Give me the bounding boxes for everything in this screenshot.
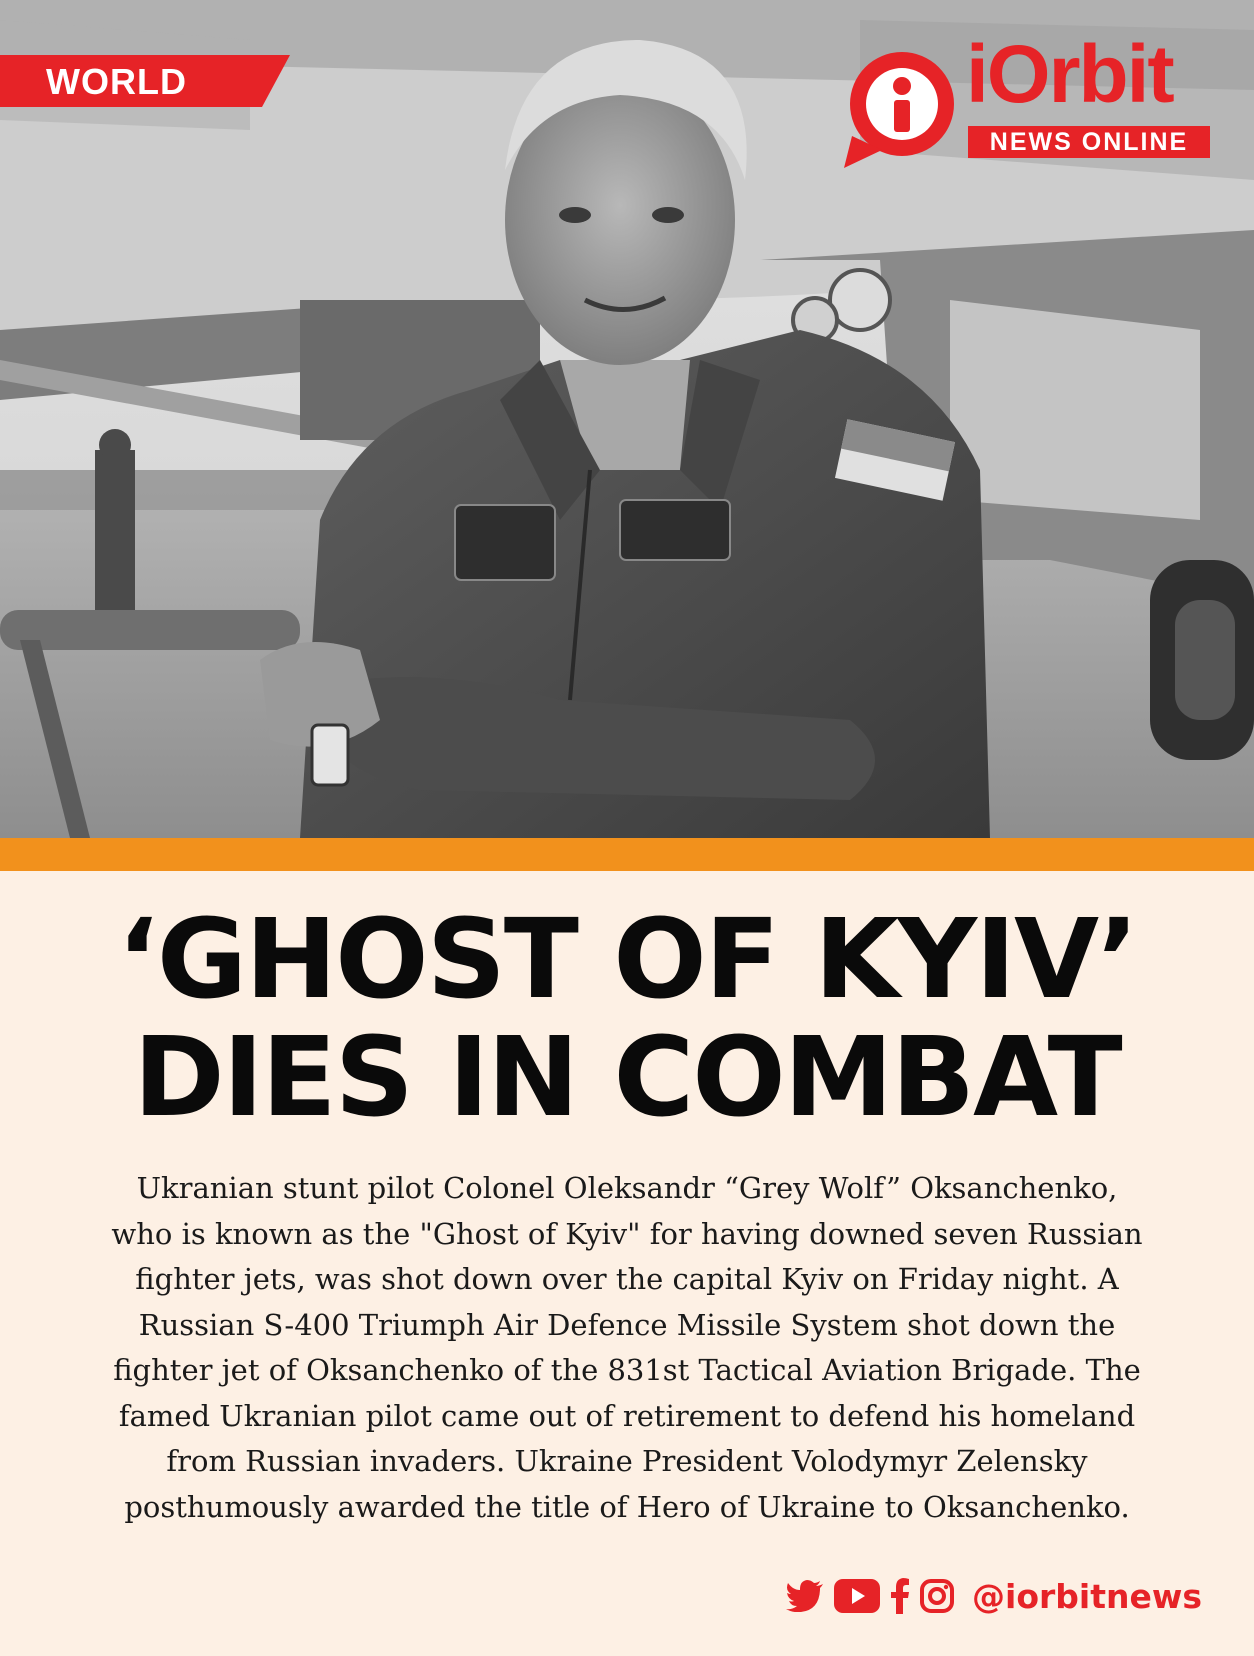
body-line: famed Ukranian pilot came out of retirement to defend his homeland [118, 1398, 1136, 1433]
accent-divider-bar [0, 838, 1254, 871]
brand-tagline: NEWS ONLINE [968, 126, 1210, 158]
twitter-icon[interactable] [786, 1580, 824, 1612]
body-line: Russian S-400 Triumph Air Defence Missile System shot down the [138, 1307, 1116, 1342]
body-line: fighter jet of Oksanchenko of the 831st Tactical Aviation Brigade. The [113, 1353, 1141, 1387]
headline [0, 895, 1254, 1141]
social-handle[interactable]: @iorbitnews [972, 1576, 1202, 1616]
body-line: posthumously awarded the title of Hero of Ukraine to Oksanchenko. [124, 1489, 1130, 1524]
category-tag [0, 55, 290, 107]
body-line: from Russian invaders. Ukraine President Volodymyr Zelensky [166, 1444, 1088, 1478]
youtube-icon[interactable] [834, 1579, 880, 1613]
headline-line-1: ‘GHOST OF KYIV’ [117, 895, 1137, 1023]
facebook-icon[interactable] [890, 1578, 910, 1614]
headline-line-2: DIES IN COMBAT [133, 1013, 1121, 1141]
body-line: fighter jets, was shot down over the capital Kyiv on Friday night. A [135, 1262, 1119, 1296]
instagram-icon[interactable] [920, 1579, 954, 1613]
body-line: Ukranian stunt pilot Colonel Oleksandr “Grey Wolf” Oksanchenko, [136, 1171, 1118, 1205]
article-body [50, 1166, 1204, 1530]
logo-speech-bubble-icon [838, 48, 966, 168]
social-links [786, 1574, 1202, 1618]
body-line: who is known as the "Ghost of Kyiv" for having downed seven Russian [111, 1216, 1143, 1251]
category-tag-label: WORLD [46, 61, 187, 102]
brand-logo [838, 29, 1218, 168]
brand-name: iOrbit [966, 29, 1173, 120]
